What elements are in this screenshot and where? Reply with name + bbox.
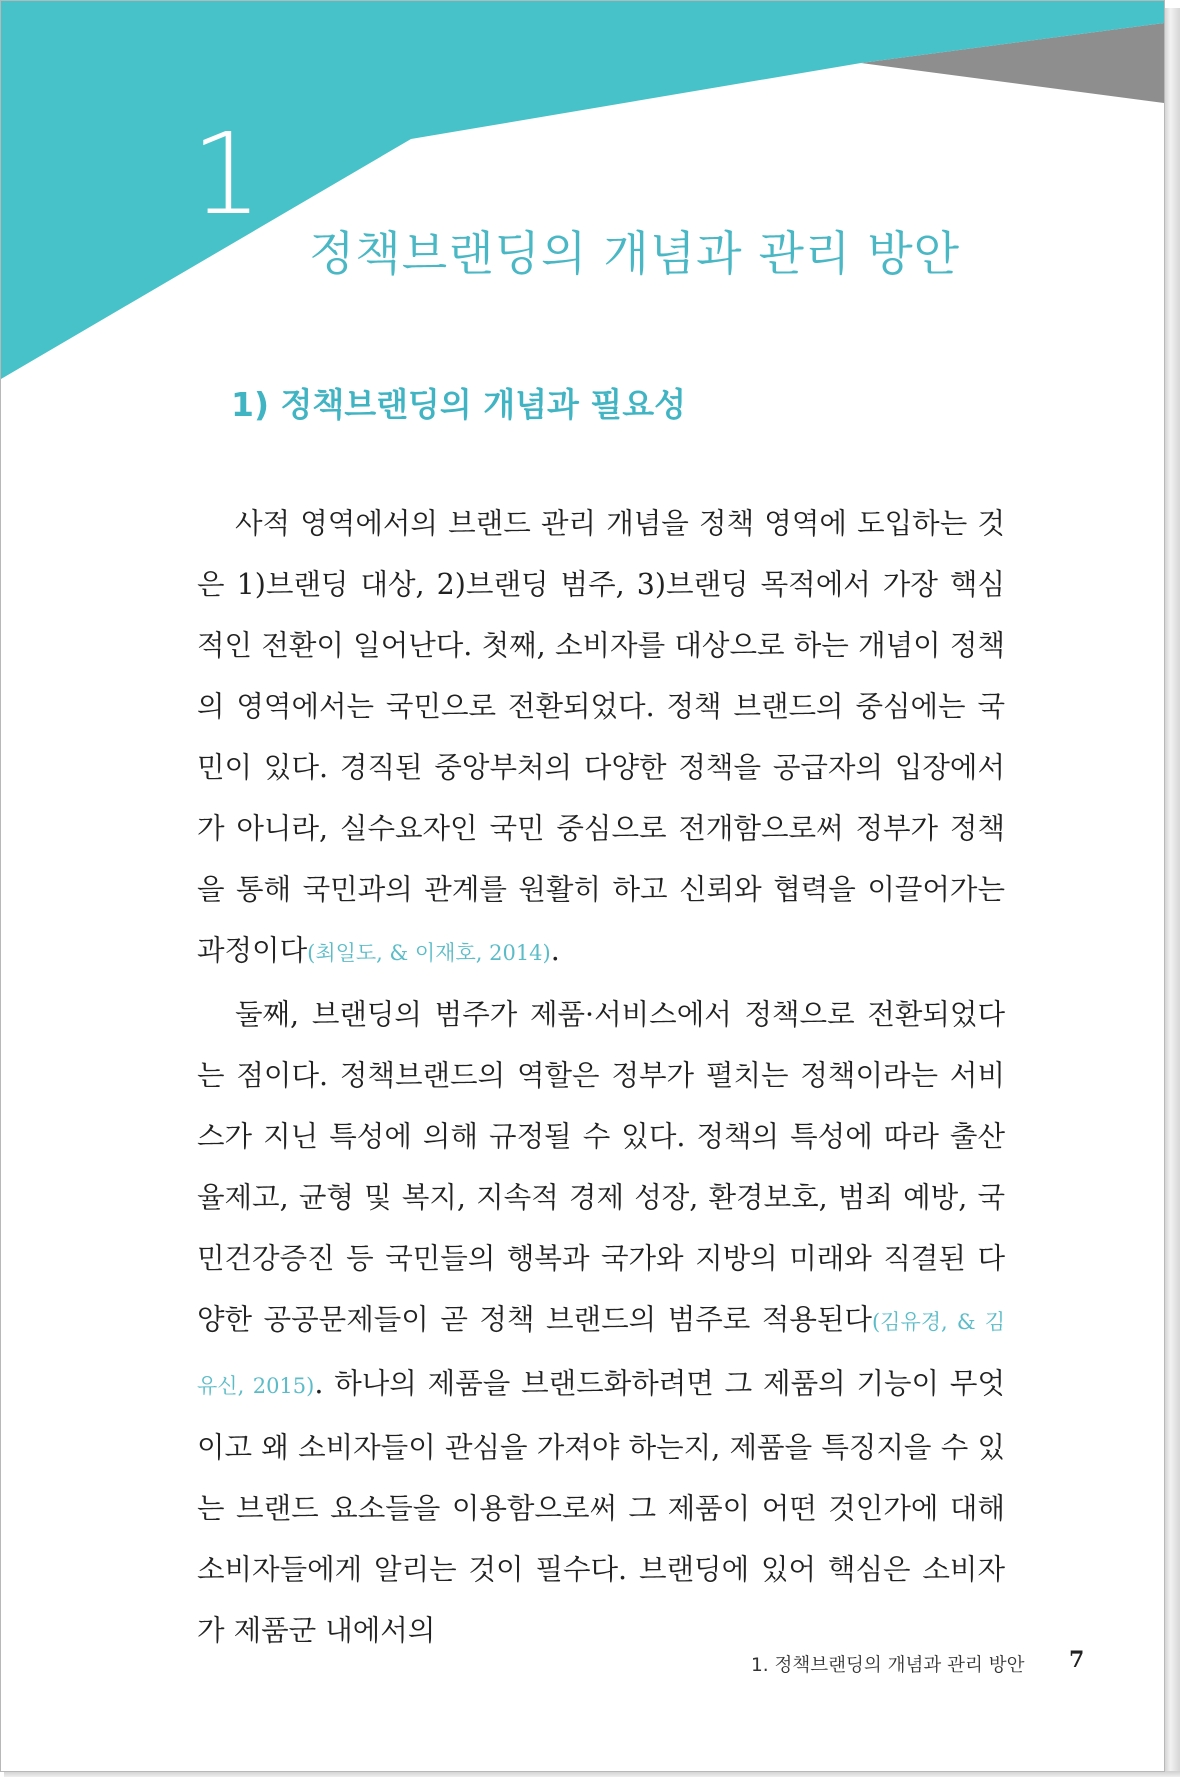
chapter-number: 1 [191,110,263,240]
page-number: 7 [1069,1647,1085,1673]
chapter-banner [1,1,1164,401]
body-text [197,493,1005,1661]
paragraph-text: 둘째, 브랜딩의 범주가 제품·서비스에서 정책으로 전환되었다는 점이다. 정책브랜드의 역할은 정부가 펼치는 정책이라는 서비스가 지닌 특성에 의해 규정될 수 있다. 정책의 특성에 따라 출산율제고, 균형 및 복지, 지속적 경제 성장, 환경보호, 범죄 예방, 국민건강증진 등 국민들의 행복과 국가와 지방의 미래와 직결된 다양한 공공문제들이 곧 정책 브랜드의 범주로 적용된다 [197,998,1005,1336]
chapter-title: 정책브랜딩의 개념과 관리 방안 [309,227,961,282]
section-heading: 1) 정책브랜딩의 개념과 필요성 [231,385,687,424]
citation: (김유경, & 김유신, 2015) [197,1310,1005,1398]
paragraph-text-after: . [550,934,560,967]
paragraph-text: 사적 영역에서의 브랜드 관리 개념을 정책 영역에 도입하는 것은 1)브랜딩 대상, 2)브랜딩 범주, 3)브랜딩 목적에서 가장 핵심적인 전환이 일어난다. 첫째, 소비자를 대상으로 하는 개념이 정책의 영역에서는 국민으로 전환되었다. 정책 브랜드의 중심에는 국민이 있다. 경직된 중앙부처의 다양한 정책을 공급자의 입장에서가 아니라, 실수요자인 국민 중심으로 전개함으로써 정부가 정책을 통해 국민과의 관계를 원활히 하고 신뢰와 협력을 이끌어가는 과정이다 [197,507,1005,967]
paragraph [197,984,1005,1661]
running-footer-title: 1. 정책브랜딩의 개념과 관리 방안 [751,1655,1025,1676]
citation: (최일도, & 이재호, 2014) [307,941,551,965]
page-edge-shadow [1164,8,1180,1776]
paragraph-text-after: . 하나의 제품을 브랜드화하려면 그 제품의 기능이 무엇이고 왜 소비자들이 관심을 가져야 하는지, 제품을 특징지을 수 있는 브랜드 요소들을 이용함으로써 그 제품이 어떤 것인가에 대해 소비자들에게 알리는 것이 필수다. 브랜딩에 있어 핵심은 소비자가 제품군 내에서의 [197,1367,1005,1647]
paragraph [197,493,1005,984]
